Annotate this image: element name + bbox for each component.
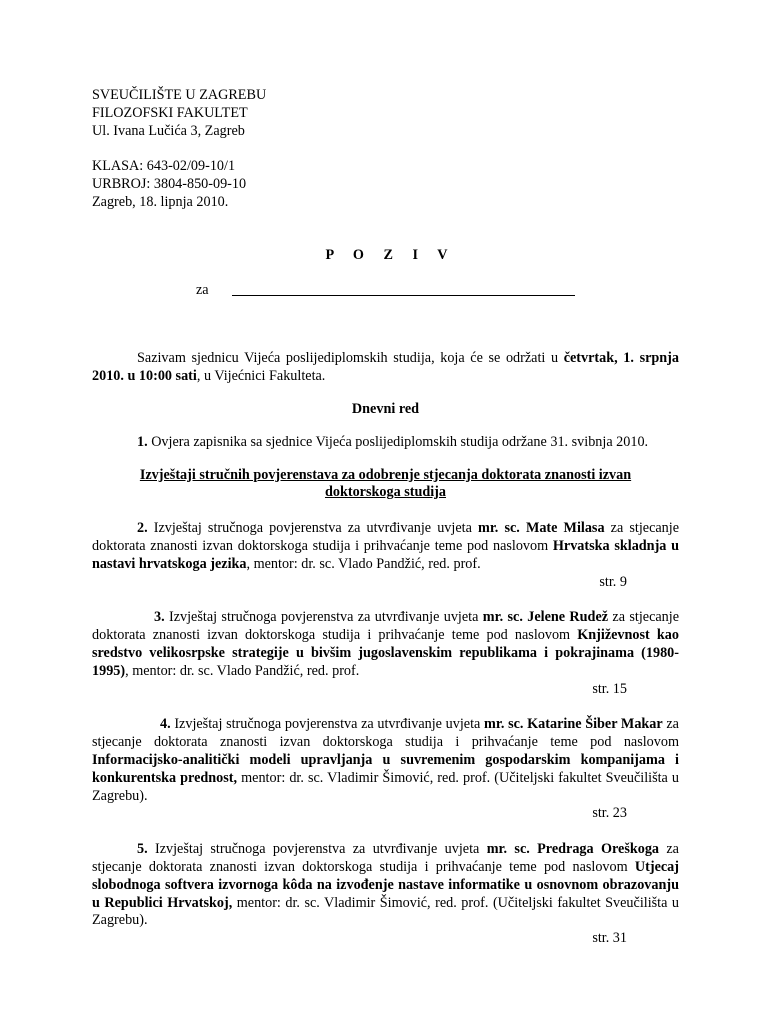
thesis-topic: Hrvatska skladnja u nastavi hrvatskoga jezika xyxy=(92,537,679,572)
agenda-item-3: 3. Izvještaj stručnoga povjerenstva za utvrđivanje uvjeta mr. sc. Jelene Rudež za stjecanje doktorata znanosti izvan doktorskoga studija i prihvaćanje teme pod naslovom Književnost kao sredstvo velikosrpske strategije u bivšim jugoslavenskim republikama i pokrajinama (1980-1995), mentor: dr. sc. Vlado Pandžić, red. prof. str. 15 xyxy=(92,609,679,697)
meeting-datetime: četvrtak, 1. srpnja 2010. u 10:00 sati xyxy=(92,350,679,385)
agenda-item-5: 5. Izvještaj stručnoga povjerenstva za utvrđivanje uvjeta mr. sc. Predraga Oreškoga za stjecanje doktorata znanosti izvan doktorskoga studija i prihvaćanje teme pod naslovom Utjecaj slobodnoga softvera izvornoga kôda na izvođenje nastave informatike u osnovnom obrazovanju u Republici Hrvatskoj, mentor: dr. sc. Vladimir Šimović, red. prof. (Učiteljski fakultet Sveučilišta u Zagrebu). str. 31 xyxy=(92,841,679,947)
urbroj: URBROJ: 3804-850-09-10 xyxy=(92,175,247,192)
candidate-name: mr. sc. Katarine Šiber Makar xyxy=(484,716,663,733)
recipient-row xyxy=(92,282,679,300)
address: Ul. Ivana Lučića 3, Zagreb xyxy=(92,122,245,139)
agenda-item-1: 1. Ovjera zapisnika sa sjednice Vijeća poslijediplomskih studija održane 31. svibnja 2010. xyxy=(137,433,649,450)
intro-paragraph: Sazivam sjednicu Vijeća poslijediplomskih studija, koja će se održati u četvrtak, 1. srpnja 2010. u 10:00 sati, u Vijećnici Fakulteta. xyxy=(92,350,679,385)
candidate-name: mr. sc. Predraga Oreškoga xyxy=(486,841,660,858)
document-title: P O Z I V xyxy=(325,246,456,263)
candidate-name: mr. sc. Mate Milasa xyxy=(478,520,605,537)
document-date: Zagreb, 18. lipnja 2010. xyxy=(92,193,229,210)
page-reference: str. 23 xyxy=(592,805,627,822)
candidate-name: mr. sc. Jelene Rudež xyxy=(482,609,609,626)
za-label: za xyxy=(196,282,209,299)
thesis-topic: Književnost kao sredstvo velikosrpske strategije u bivšim jugoslavenskim republikama i pokrajinama (1980-1995) xyxy=(92,627,679,679)
agenda-heading: Dnevni red xyxy=(351,400,420,417)
thesis-topic: Utjecaj slobodnoga softvera izvornoga kôda na izvođenje nastave informatike u osnovnom obrazovanju u Republici Hrvatskoj, xyxy=(92,858,679,911)
page-reference: str. 31 xyxy=(592,930,627,947)
thesis-topic: Informacijsko-analitički modeli upravljanja u suvremenim gospodarskim kompanijama i konkurentska prednost, xyxy=(92,751,679,786)
letterhead xyxy=(92,87,679,212)
page-reference: str. 15 xyxy=(592,680,627,697)
document-page xyxy=(92,87,679,948)
agenda-item-4: 4. Izvještaj stručnoga povjerenstva za utvrđivanje uvjeta mr. sc. Katarine Šiber Makar za stjecanje doktorata znanosti izvan doktorskoga studija i prihvaćanje teme pod naslovom Informacijsko-analitički modeli upravljanja u suvremenim gospodarskim kompanijama i konkurentska prednost, mentor: dr. sc. Vladimir Šimović, red. prof. (Učiteljski fakultet Sveučilišta u Zagrebu). str. 23 xyxy=(92,716,679,822)
institution-name: SVEUČILIŠTE U ZAGREBU xyxy=(92,87,267,103)
agenda-item-2: 2. Izvještaj stručnoga povjerenstva za utvrđivanje uvjeta mr. sc. Mate Milasa za stjecanje doktorata znanosti izvan doktorskoga studija i prihvaćanje teme pod naslovom Hrvatska skladnja u nastavi hrvatskoga jezika, mentor: dr. sc. Vlado Pandžić, red. prof. str. 9 xyxy=(92,520,679,590)
recipient-blank-line xyxy=(232,295,575,296)
section-heading: Izvještaji stručnih povjerenstava za odobrenje stjecanja doktorata znanosti izvan doktorskoga studija xyxy=(139,466,632,501)
page-reference: str. 9 xyxy=(599,573,627,590)
klasa: KLASA: 643-02/09-10/1 xyxy=(92,158,236,175)
faculty-name: FILOZOFSKI FAKULTET xyxy=(92,104,248,121)
